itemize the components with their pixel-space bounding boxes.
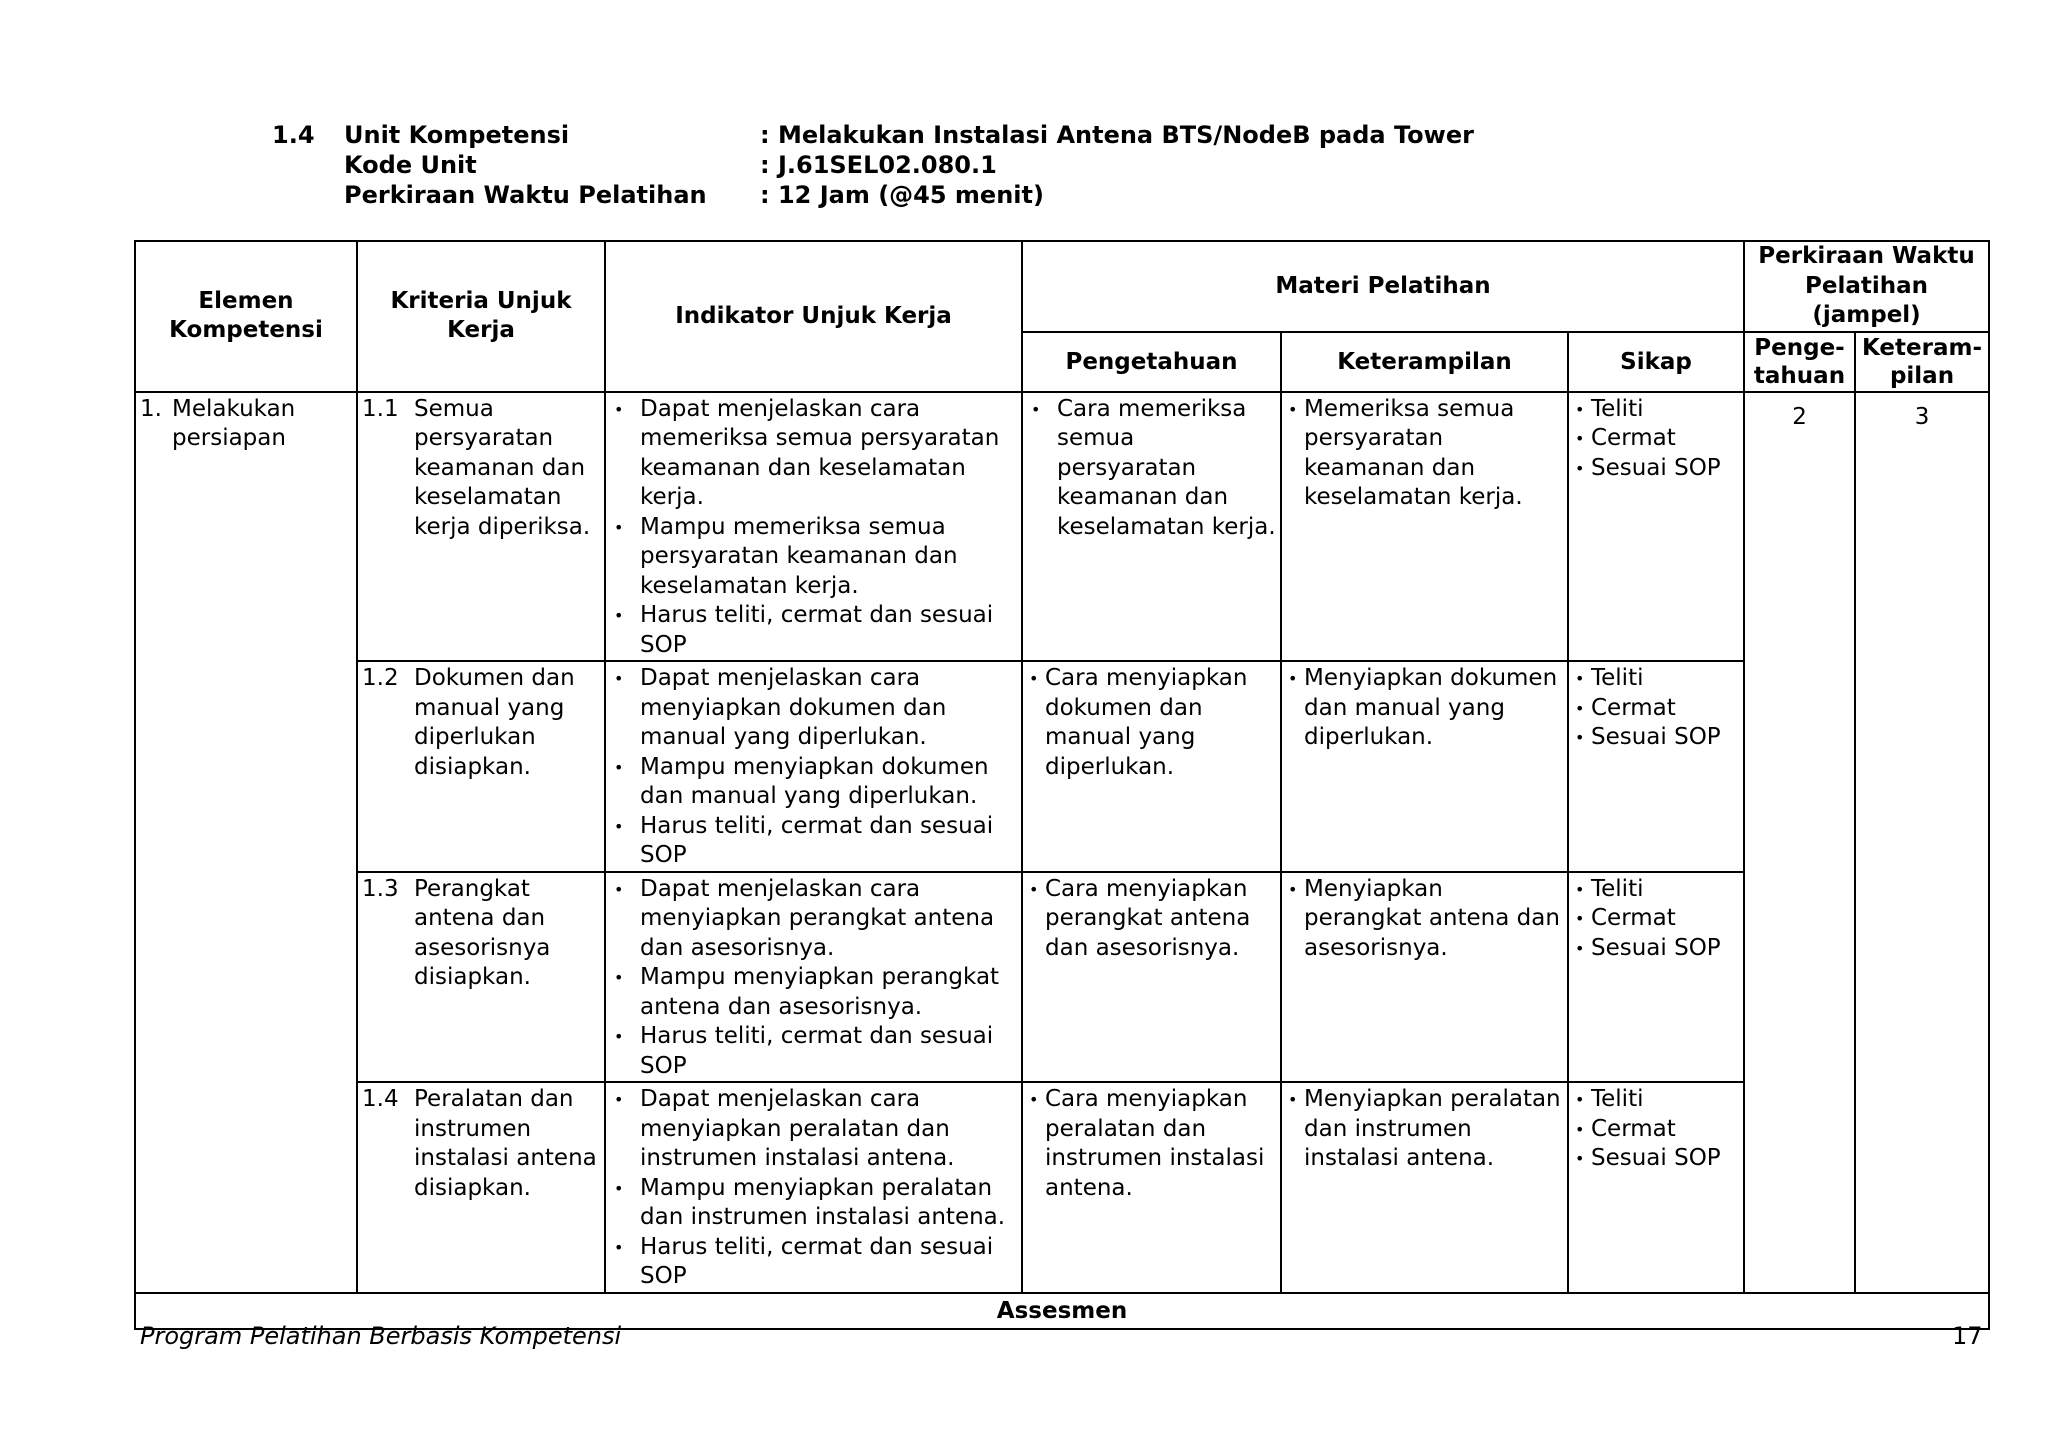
- list-item: • Mampu menyiapkan perangkat antena dan asesorisnya.: [610, 963, 1017, 1022]
- indikator-cell: [605, 661, 1022, 872]
- unit-value: : Melakukan Instalasi Antena BTS/NodeB pada Tower: [760, 121, 1474, 149]
- list-item: • Memeriksa semua persyaratan keamanan dan keselamatan kerja.: [1286, 395, 1563, 513]
- list-item: • Teliti: [1573, 395, 1739, 425]
- elemen-number: 1.: [140, 395, 162, 422]
- sikap-cell: [1568, 872, 1744, 1083]
- header-elemen: Elemen Kompetensi: [135, 241, 357, 392]
- table-row: [135, 872, 1989, 1083]
- table-row: [135, 1082, 1989, 1293]
- jampel-pengetahuan-value: 2: [1744, 392, 1855, 1293]
- page-number: 17: [1952, 1322, 1983, 1350]
- sikap-cell: [1568, 661, 1744, 872]
- list-item: • Cermat: [1573, 1115, 1739, 1145]
- duration-value: : 12 Jam (@45 menit): [760, 181, 1044, 209]
- list-item: • Sesuai SOP: [1573, 723, 1739, 753]
- list-item: • Sesuai SOP: [1573, 1144, 1739, 1174]
- list-item: • Menyiapkan perangkat antena dan asesorisnya.: [1286, 875, 1563, 964]
- indikator-cell: [605, 872, 1022, 1083]
- kuk-text: Perangkat antena dan asesorisnya disiapkan.: [414, 875, 551, 990]
- sikap-cell: [1568, 392, 1744, 662]
- kuk-number: 1.1: [362, 395, 399, 422]
- duration-label: Perkiraan Waktu Pelatihan: [344, 181, 707, 209]
- header-row-unit: [272, 120, 1474, 150]
- list-item: • Menyiapkan dokumen dan manual yang diperlukan.: [1286, 664, 1563, 753]
- list-item: • Cara menyiapkan peralatan dan instrumen instalasi antena.: [1027, 1085, 1276, 1203]
- kuk-number: 1.4: [362, 1086, 399, 1112]
- code-value: : J.61SEL02.080.1: [760, 151, 997, 179]
- table-row: [135, 661, 1989, 872]
- header-jampel-keterampilan: Keteram- pilan: [1855, 332, 1989, 392]
- header-indikator: Indikator Unjuk Kerja: [605, 241, 1022, 392]
- section-number: 1.4: [272, 121, 315, 149]
- kuk-number: 1.3: [362, 875, 399, 902]
- competency-table: [134, 240, 1990, 1330]
- list-item: • Harus teliti, cermat dan sesuai SOP: [610, 1233, 1017, 1292]
- list-item: • Teliti: [1573, 1085, 1739, 1115]
- pengetahuan-cell: [1022, 872, 1281, 1083]
- list-item: • Sesuai SOP: [1573, 934, 1739, 964]
- keterampilan-cell: [1281, 1082, 1568, 1293]
- assesmen-label: Assesmen: [135, 1293, 1989, 1329]
- kuk-text: Semua persyaratan keamanan dan keselamatan kerja diperiksa.: [414, 395, 591, 540]
- header-perkiraan: Perkiraan Waktu Pelatihan (jampel): [1744, 241, 1989, 332]
- kuk-cell: [357, 392, 605, 662]
- kuk-number: 1.2: [362, 665, 399, 691]
- list-item: • Mampu memeriksa semua persyaratan keamanan dan keselamatan kerja.: [610, 513, 1017, 602]
- pengetahuan-cell: [1022, 392, 1281, 662]
- list-item: • Dapat menjelaskan cara menyiapkan dokumen dan manual yang diperlukan.: [610, 664, 1017, 753]
- header-keterampilan: Keterampilan: [1281, 332, 1568, 392]
- kuk-cell: [357, 872, 605, 1083]
- unit-label: Unit Kompetensi: [344, 121, 570, 149]
- list-item: • Cermat: [1573, 694, 1739, 724]
- pengetahuan-cell: [1022, 1082, 1281, 1293]
- list-item: • Cermat: [1573, 904, 1739, 934]
- list-item: • Teliti: [1573, 664, 1739, 694]
- header-kriteria: Kriteria Unjuk Kerja: [357, 241, 605, 392]
- list-item: • Dapat menjelaskan cara menyiapkan perangkat antena dan asesorisnya.: [610, 875, 1017, 964]
- list-item: • Cara memeriksa semua persyaratan keamanan dan keselamatan kerja.: [1027, 395, 1276, 543]
- indikator-cell: [605, 392, 1022, 662]
- list-item: • Sesuai SOP: [1573, 454, 1739, 484]
- elemen-cell: [135, 392, 357, 1293]
- code-label: Kode Unit: [344, 151, 477, 179]
- elemen-text: Melakukan persiapan: [172, 395, 296, 451]
- sikap-cell: [1568, 1082, 1744, 1293]
- list-item: • Cermat: [1573, 424, 1739, 454]
- header-row-code: [272, 150, 1474, 180]
- keterampilan-cell: [1281, 392, 1568, 662]
- footer-title: Program Pelatihan Berbasis Kompetensi: [140, 1322, 622, 1350]
- list-item: • Harus teliti, cermat dan sesuai SOP: [610, 601, 1017, 660]
- list-item: • Cara menyiapkan dokumen dan manual yang diperlukan.: [1027, 664, 1276, 782]
- jampel-keterampilan-value: 3: [1855, 392, 1989, 1293]
- unit-header: [272, 120, 1474, 210]
- header-pengetahuan: Pengetahuan: [1022, 332, 1281, 392]
- table-row: [135, 392, 1989, 662]
- list-item: • Harus teliti, cermat dan sesuai SOP: [610, 812, 1017, 871]
- header-jampel-pengetahuan: Penge- tahuan: [1744, 332, 1855, 392]
- list-item: • Cara menyiapkan perangkat antena dan asesorisnya.: [1027, 875, 1276, 964]
- list-item: • Harus teliti, cermat dan sesuai SOP: [610, 1022, 1017, 1081]
- keterampilan-cell: [1281, 661, 1568, 872]
- list-item: • Teliti: [1573, 875, 1739, 905]
- list-item: • Mampu menyiapkan peralatan dan instrumen instalasi antena.: [610, 1174, 1017, 1233]
- kuk-cell: [357, 661, 605, 872]
- indikator-cell: [605, 1082, 1022, 1293]
- pengetahuan-cell: [1022, 661, 1281, 872]
- kuk-cell: [357, 1082, 605, 1293]
- kuk-text: Peralatan dan instrumen instalasi antena disiapkan.: [414, 1086, 597, 1201]
- keterampilan-cell: [1281, 872, 1568, 1083]
- list-item: • Mampu menyiapkan dokumen dan manual yang diperlukan.: [610, 753, 1017, 812]
- kuk-text: Dokumen dan manual yang diperlukan disiapkan.: [414, 665, 575, 780]
- header-row-duration: [272, 180, 1474, 210]
- list-item: • Dapat menjelaskan cara memeriksa semua persyaratan keamanan dan keselamatan kerja.: [610, 395, 1017, 513]
- header-materi: Materi Pelatihan: [1022, 241, 1744, 332]
- list-item: • Dapat menjelaskan cara menyiapkan peralatan dan instrumen instalasi antena.: [610, 1085, 1017, 1174]
- header-sikap: Sikap: [1568, 332, 1744, 392]
- list-item: • Menyiapkan peralatan dan instrumen instalasi antena.: [1286, 1085, 1563, 1174]
